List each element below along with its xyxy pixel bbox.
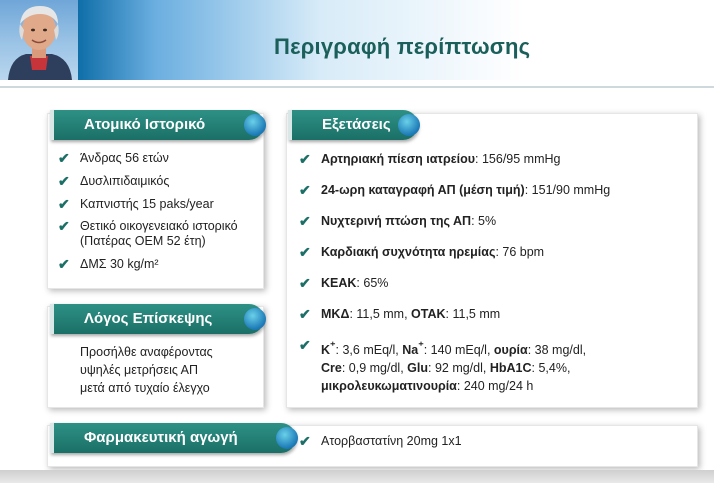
visit-reason-heading <box>50 304 264 334</box>
exam-label: ΚΕΑΚ <box>321 276 357 290</box>
medication-item: Ατορβαστατίνη 20mg 1x1 <box>321 434 462 448</box>
medication-heading <box>50 423 296 453</box>
lab-label: ουρία <box>493 343 528 358</box>
exam-value: : 156/95 mmHg <box>475 152 561 166</box>
footer-band <box>0 470 714 483</box>
heading-knob-icon <box>244 308 266 330</box>
exam-label: 24-ωρη καταγραφή ΑΠ (μέση τιμή) <box>321 183 525 197</box>
exam-value: : 65% <box>356 276 389 290</box>
list-item <box>293 152 693 167</box>
lab-value: : 240 mg/24 h <box>456 379 534 394</box>
title-divider <box>0 86 714 88</box>
visit-reason-line: υψηλές μετρήσεις ΑΠ <box>80 363 199 377</box>
check-icon: ✔ <box>299 213 311 229</box>
exam-label: ΟΤΑΚ <box>411 307 446 321</box>
lab-label: ⁺ <box>330 341 336 352</box>
lab-label: ⁺ <box>418 341 424 352</box>
personal-history-list <box>52 151 262 272</box>
labs-line-2 <box>321 359 693 377</box>
patient-photo <box>0 0 78 80</box>
list-item-text-continued: (Πατέρας ΟΕΜ 52 έτη) <box>80 234 206 248</box>
labs-line-3 <box>321 377 693 395</box>
lab-label: K <box>321 343 331 358</box>
exam-value: : 151/90 mmHg <box>524 183 611 197</box>
heading-knob-icon <box>398 114 420 136</box>
list-item <box>293 307 693 322</box>
exams-list <box>293 152 693 395</box>
lab-value: : 0,9 mg/dl, <box>341 361 408 376</box>
list-item <box>293 434 683 449</box>
list-item <box>293 276 693 291</box>
list-item <box>52 197 262 212</box>
check-icon: ✔ <box>58 173 70 189</box>
visit-reason-line: μετά από τυχαίο έλεγχο <box>80 381 210 395</box>
exam-value: : 5% <box>471 214 497 228</box>
list-item <box>293 245 693 260</box>
lab-value: : 38 mg/dl, <box>527 343 587 358</box>
list-item-text: ΔΜΣ 30 kg/m² <box>80 257 159 271</box>
lab-value: : 92 mg/dl, <box>428 361 490 376</box>
list-item <box>293 338 693 395</box>
check-icon: ✔ <box>58 218 70 234</box>
lab-value: : 5,4%, <box>531 361 571 376</box>
check-icon: ✔ <box>299 244 311 260</box>
lab-value: : 140 mEq/l, <box>423 343 494 358</box>
exam-value: : 11,5 mm, <box>349 307 412 321</box>
exam-value: : 11,5 mm <box>445 307 501 321</box>
heading-knob-icon <box>244 114 266 136</box>
visit-reason-heading-label: Λόγος Επίσκεψης <box>84 310 213 327</box>
patient-portrait-image <box>0 0 78 80</box>
check-icon: ✔ <box>58 196 70 212</box>
lab-label: Glu <box>407 361 428 376</box>
lab-value: : 3,6 mEq/l, <box>335 343 403 358</box>
visit-reason-line: Προσήλθε αναφέροντας <box>80 345 213 359</box>
labs-line-1 <box>321 338 693 359</box>
visit-reason-text <box>80 343 213 397</box>
check-icon: ✔ <box>58 256 70 272</box>
list-item <box>293 183 693 198</box>
check-icon: ✔ <box>299 433 311 449</box>
check-icon: ✔ <box>299 337 311 353</box>
list-item <box>52 257 262 272</box>
list-item-text: Άνδρας 56 ετών <box>80 151 169 165</box>
exam-label: Νυχτερινή πτώση της ΑΠ <box>321 214 472 228</box>
exam-label: ΜΚΔ <box>321 307 350 321</box>
exams-heading <box>288 110 418 140</box>
medication-list <box>293 434 683 449</box>
list-item <box>52 151 262 166</box>
lab-label: Cre <box>321 361 342 376</box>
check-icon: ✔ <box>299 151 311 167</box>
check-icon: ✔ <box>58 150 70 166</box>
lab-label: HbA1C <box>489 361 532 376</box>
exam-value: : 76 bpm <box>495 245 545 259</box>
lab-label: Na <box>402 343 419 358</box>
list-item-text: Θετικό οικογενειακό ιστορικό <box>80 219 238 233</box>
lab-label: μικρολευκωματινουρία <box>321 379 457 394</box>
list-item <box>293 214 693 229</box>
page-title: Περιγραφή περίπτωσης <box>274 34 531 59</box>
check-icon: ✔ <box>299 306 311 322</box>
list-item <box>52 174 262 189</box>
check-icon: ✔ <box>299 275 311 291</box>
list-item-text: Καπνιστής 15 paks/year <box>80 197 214 211</box>
exams-heading-label: Εξετάσεις <box>322 116 391 133</box>
list-item-text: Δυσλιπιδαιμικός <box>80 174 170 188</box>
list-item <box>52 219 262 249</box>
personal-history-heading-label: Ατομικό Ιστορικό <box>84 116 206 133</box>
medication-heading-label: Φαρμακευτική αγωγή <box>84 429 238 446</box>
exam-label: Αρτηριακή πίεση ιατρείου <box>321 152 476 166</box>
check-icon: ✔ <box>299 182 311 198</box>
exam-label: Καρδιακή συχνότητα ηρεμίας <box>321 245 496 259</box>
personal-history-heading <box>50 110 264 140</box>
